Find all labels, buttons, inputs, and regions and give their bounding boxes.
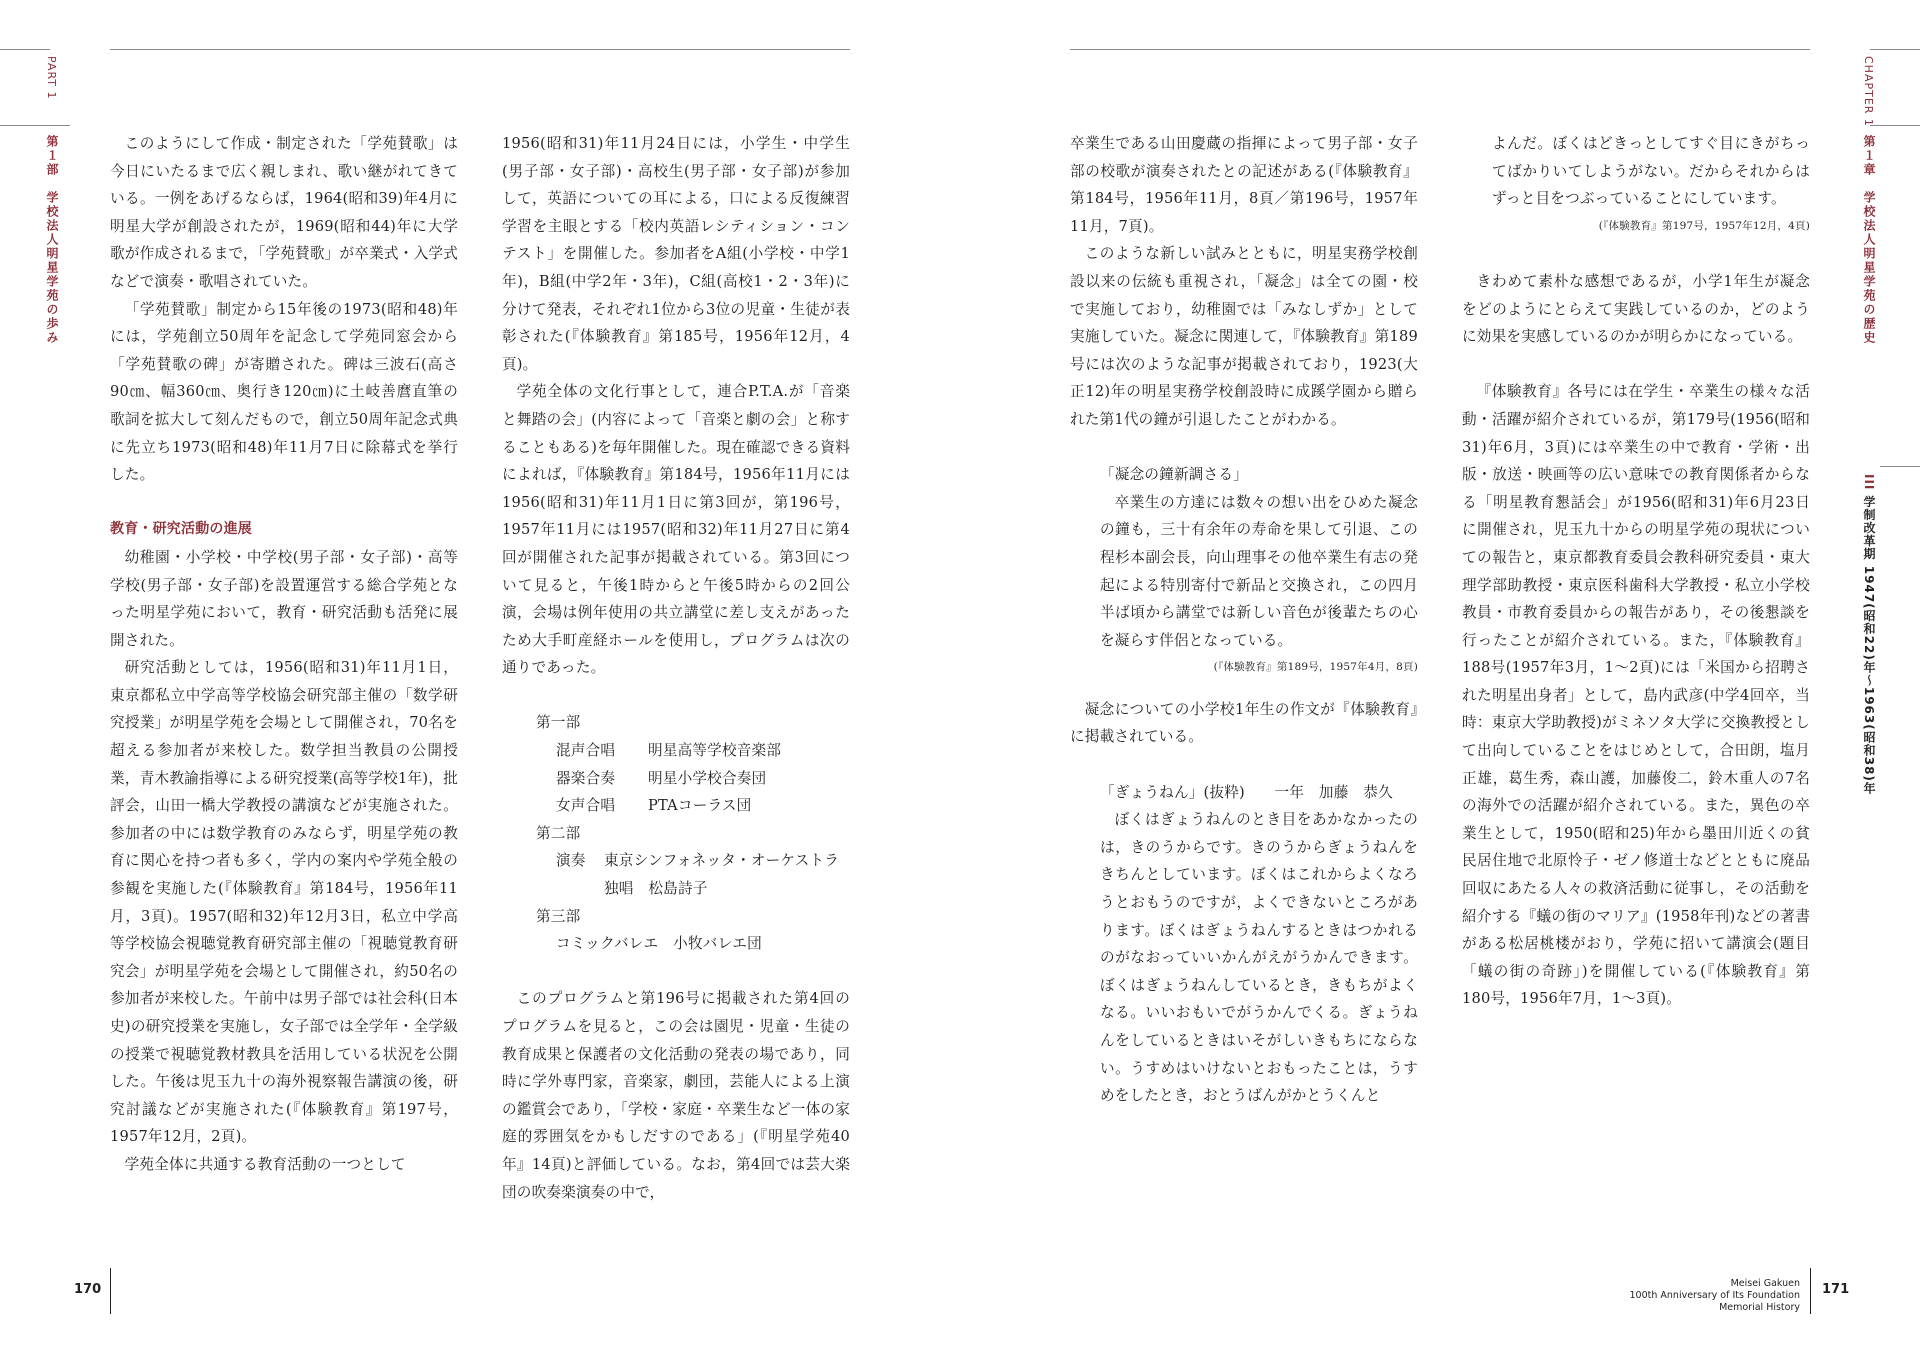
paragraph: このようにして作成・制定された「学苑賛歌」は今日にいたるまで広く親しまれ、歌い継がれてきている。一例をあげるならば，1964(昭和39)年4月に明星大学が創設されたが，1969(昭和44)年に大学歌が作成されるまで，「学苑賛歌」が卒業式・入学式などで演奏・歌唱されていた。 xyxy=(110,135,458,290)
right-section-rule xyxy=(1870,125,1920,126)
paragraph: 「学苑賛歌」制定から15年後の1973(昭和48)年には，学苑創立50周年を記念して学苑同窓会から「学苑賛歌の碑」が寄贈された。碑は三波石(高さ90㎝、幅360㎝、奥行き120㎝)に土岐善麿直筆の歌詞を拡大して刻んだもので，創立50周年記念式典に先立ち1973(昭和48)年11月7日に除幕式を挙行した。 xyxy=(110,300,458,484)
quote-citation: (『体験教育』第197号，1957年12月，4頁) xyxy=(1598,219,1810,232)
left-page-top-rule xyxy=(110,49,850,50)
margin-section-label: 第１部 学校法人明星学苑の歩み xyxy=(45,135,59,345)
left-page-column-1 xyxy=(110,130,458,1179)
footer-line: Memorial History xyxy=(1719,1302,1800,1313)
quote-body: 卒業生の方達には数々の想い出をひめた凝念の鐘も，三十有余年の寿命を果して引退、この程杉本副会長，向山理事その他卒業生有志の発起による特別寄付で新品と交換され，この四月半ば頃から講堂では新しい音色が後輩たちの心を凝らす伴侶となっている。 xyxy=(1100,493,1418,649)
right-page-column-1 xyxy=(1070,130,1418,1110)
margin-chapter-label: CHAPTER 1 xyxy=(1862,56,1875,127)
era-number: III xyxy=(1862,474,1876,491)
program-row: 女声合唱 PTAコーラス団 xyxy=(556,797,752,815)
era-prefix: 学制改革期 xyxy=(1862,495,1876,561)
program-row: 演奏 東京シンフォネッタ・オーケストラ xyxy=(556,852,840,870)
program-row: 器楽合奏 明星小学校合奏団 xyxy=(556,769,767,787)
program-part: 第一部 xyxy=(536,714,581,732)
footer-line: 100th Anniversary of Its Foundation xyxy=(1629,1290,1800,1301)
page-number-divider-right xyxy=(1810,1268,1811,1314)
paragraph: 学苑全体の文化行事として，連合P.T.A.が「音楽と舞踏の会」(内容によって「音楽と劇の会」と称することもある)を毎年開催した。現在確認できる資料によれば，『体験教育』第184号，1956年11月には1956(昭和31)年11月1日に第3回が，第196号，1957年11月には1957(昭和32)年11月27日に第4回が開催された記事が掲載されている。第3回について見ると，午後1時からと午後5時からの2回公演，会場は例年使用の共立講堂に差し支えがあったため大手町産経ホールを使用し，プログラムは次の通りであった。 xyxy=(502,383,850,677)
paragraph: 学苑全体に共通する教育活動の一つとして xyxy=(124,1155,406,1173)
left-section-rule xyxy=(0,125,70,126)
right-page-column-2 xyxy=(1462,130,1810,1013)
margin-era-label xyxy=(1861,474,1878,795)
page-number-right: 171 xyxy=(1822,1282,1850,1297)
margin-chapter-section-label: 第１章 学校法人明星学苑の歴史 xyxy=(1862,135,1876,345)
paragraph: きわめて素朴な感想であるが，小学1年生が凝念をどのようにとらえて実践しているのか，どのように効果を実感しているのかが明らかになっている。 xyxy=(1462,272,1810,346)
quote-title: 「ぎょうねん」(抜粋) 一年 加藤 恭久 xyxy=(1100,783,1393,801)
program-part: 第三部 xyxy=(536,907,581,925)
program-row: コミックバレエ 小牧バレエ団 xyxy=(556,935,762,953)
section-heading: 教育・研究活動の進展 xyxy=(110,521,252,538)
quote-title: 「凝念の鐘新調さる」 xyxy=(1100,466,1248,484)
paragraph: 卒業生である山田慶蔵の指揮によって男子部・女子部の校歌が演奏されたとの記述がある(『体験教育』第184号，1956年11月，8頁／第196号，1957年11月，7頁)。 xyxy=(1070,135,1418,235)
concert-program xyxy=(502,709,850,957)
right-era-rule xyxy=(1880,466,1920,467)
quote-body: よんだ。ぼくはどきっとしてすぐ目にきがちってばかりいてしようがない。だからそれからはずっと目をつぶっていることにしています。 xyxy=(1492,135,1810,208)
left-edge-rule xyxy=(0,49,50,50)
footer-line: Meisei Gakuen xyxy=(1730,1278,1800,1289)
quoted-essay-continued xyxy=(1462,130,1810,240)
right-edge-rule xyxy=(1870,49,1920,50)
paragraph: 幼稚園・小学校・中学校(男子部・女子部)・高等学校(男子部・女子部)を設置運営する総合学苑となった明星学苑において，教育・研究活動も活発に展開された。 xyxy=(110,548,458,649)
paragraph: 『体験教育』各号には在学生・卒業生の様々な活動・活躍が紹介されているが，第179号(1956(昭和31)年6月，3頁)には卒業生の中で教育・学術・出版・放送・映画等の広い意味での教育関係者からなる「明星教育懇話会」が1956(昭和31)年6月23日に開催され，児玉九十からの明星学苑の現状についての報告と，東京都教育委員会教科研究委員・東大理学部助教授・東京医科歯科大学教授・私立小学校教員・市教育委員からの報告があり，その後懇談を行ったことが紹介されている。また，『体験教育』188号(1957年3月，1～2頁)には「米国から招聘された明星出身者」として，島内武彦(中学4回卒，当時：東京大学助教授)がミネソタ大学に交換教授として出向していることをはじめとして，合田朗，塩月正雄，葛生秀，森山護，加藤俊二，鈴木重人の7名の海外での活躍が紹介されている。また，異色の卒業生として，1950(昭和25)年から墨田川近くの貧民居住地で北原怜子・ゼノ修道士などとともに廃品回収にあたる人々の救済活動に従事し，その活動を紹介する『蟻の街のマリア』(1958年刊)などの著書がある松居桃楼がおり，学苑に招いて講演会(題目「蟻の街の奇跡」)を開催している(『体験教育』第180号，1956年7月，1～3頁)。 xyxy=(1462,383,1810,1008)
quoted-article xyxy=(1070,461,1418,682)
program-row: 独唱 松島詩子 xyxy=(604,880,708,898)
paragraph: このプログラムと第196号に掲載された第4回のプログラムを見ると，この会は園児・児童・生徒の教育成果と保護者の文化活動の発表の場であり，同時に学外専門家，音楽家，劇団，芸能人による上演の鑑賞会であり，「学校・家庭・卒業生など一体の家庭的雰囲気をかもしだすのである」(『明星学苑40年』14頁)と評価している。なお，第4回では芸大楽団の吹奏楽演奏の中で， xyxy=(502,990,850,1201)
quoted-essay xyxy=(1070,779,1418,1110)
page-number-divider-left xyxy=(110,1268,111,1314)
quote-body: ぼくはぎょうねんのとき目をあかなかったのは，きのうからです。きのうからぎょうねんをきちんとしています。ぼくはこれからよくなろうとおもうのですが，よくできないところがあります。ぼくはぎょうねんするときはつかれるのがなおっていいかんがえがうかんできます。ぼくはぎょうねんしているとき，きもちがよくなる。いいおもいでがうかんでくる。ぎょうねんをしているときはいそがしいきもちにならない。うすめはいけないとおもったことは，うすめをしたとき，おとうばんがかとうくんと xyxy=(1100,811,1418,1105)
paragraph: 研究活動としては，1956(昭和31)年11月1日，東京都私立中学高等学校協会研究部主催の「数学研究授業」が明星学苑を会場として開催され，70名を超える参加者が来校した。数学担当教員の公開授業，青木教諭指導による研究授業(高等学校1年)，批評会，山田一橋大学教授の講演などが実施された。参加者の中には数学教育のみならず，明星学苑の教育に関心を持つ者も多く，学内の案内や学苑全般の参観を実施した(『体験教育』第184号，1956年11月，3頁)。1957(昭和32)年12月3日，私立中学高等学校協会視聴覚教育研究部主催の「視聴覚教育研究会」が明星学苑を会場として開催され，約50名の参加者が来校した。午前中は男子部では社会科(日本史)の研究授業を実施し，女子部では全学年・全学級の授業で視聴覚教材教具を活用している状況を公開した。午後は児玉九十の海外視察報告講演の後，研究討議などが実施された(『体験教育』第197号，1957年12月，2頁)。 xyxy=(110,659,458,1146)
paragraph: 1956(昭和31)年11月24日には，小学生・中学生(男子部・女子部)・高校生(男子部・女子部)が参加して，英語についての耳による，口による反復練習学習を主眼とする「校内英語レシティション・コンテスト」を開催した。参加者をA組(小学校・中学1年)，B組(中学2年・3年)，C組(高校1・2・3年)に分けて発表，それぞれ1位から3位の児童・生徒が表彰された(『体験教育』第185号，1956年12月，4頁)。 xyxy=(502,135,850,373)
program-part: 第二部 xyxy=(536,824,581,842)
left-page-column-2 xyxy=(502,130,850,1206)
paragraph: 凝念についての小学校1年生の作文が『体験教育』に掲載されている。 xyxy=(1070,700,1418,746)
page-number-left: 170 xyxy=(74,1282,102,1297)
footer-publication-title xyxy=(1560,1278,1800,1314)
quote-citation: (『体験教育』第189号，1957年4月，8頁) xyxy=(1213,661,1418,674)
paragraph: このような新しい試みとともに，明星実務学校創設以来の伝統も重視され，「凝念」は全ての園・校で実施しており，幼稚園では「みなしずか」として実施していた。凝念に関連して，『体験教育』第189号には次のような記事が掲載されており，1923(大正12)年の明星実務学校創設時に成蹊学園から贈られた第1代の鐘が引退したことがわかる。 xyxy=(1070,245,1418,428)
era-range: 1947(昭和22)年～1963(昭和38)年 xyxy=(1862,565,1876,795)
margin-part-label: PART 1 xyxy=(45,56,58,100)
right-page-top-rule xyxy=(1070,49,1810,50)
program-row: 混声合唱 明星高等学校音楽部 xyxy=(556,742,782,760)
